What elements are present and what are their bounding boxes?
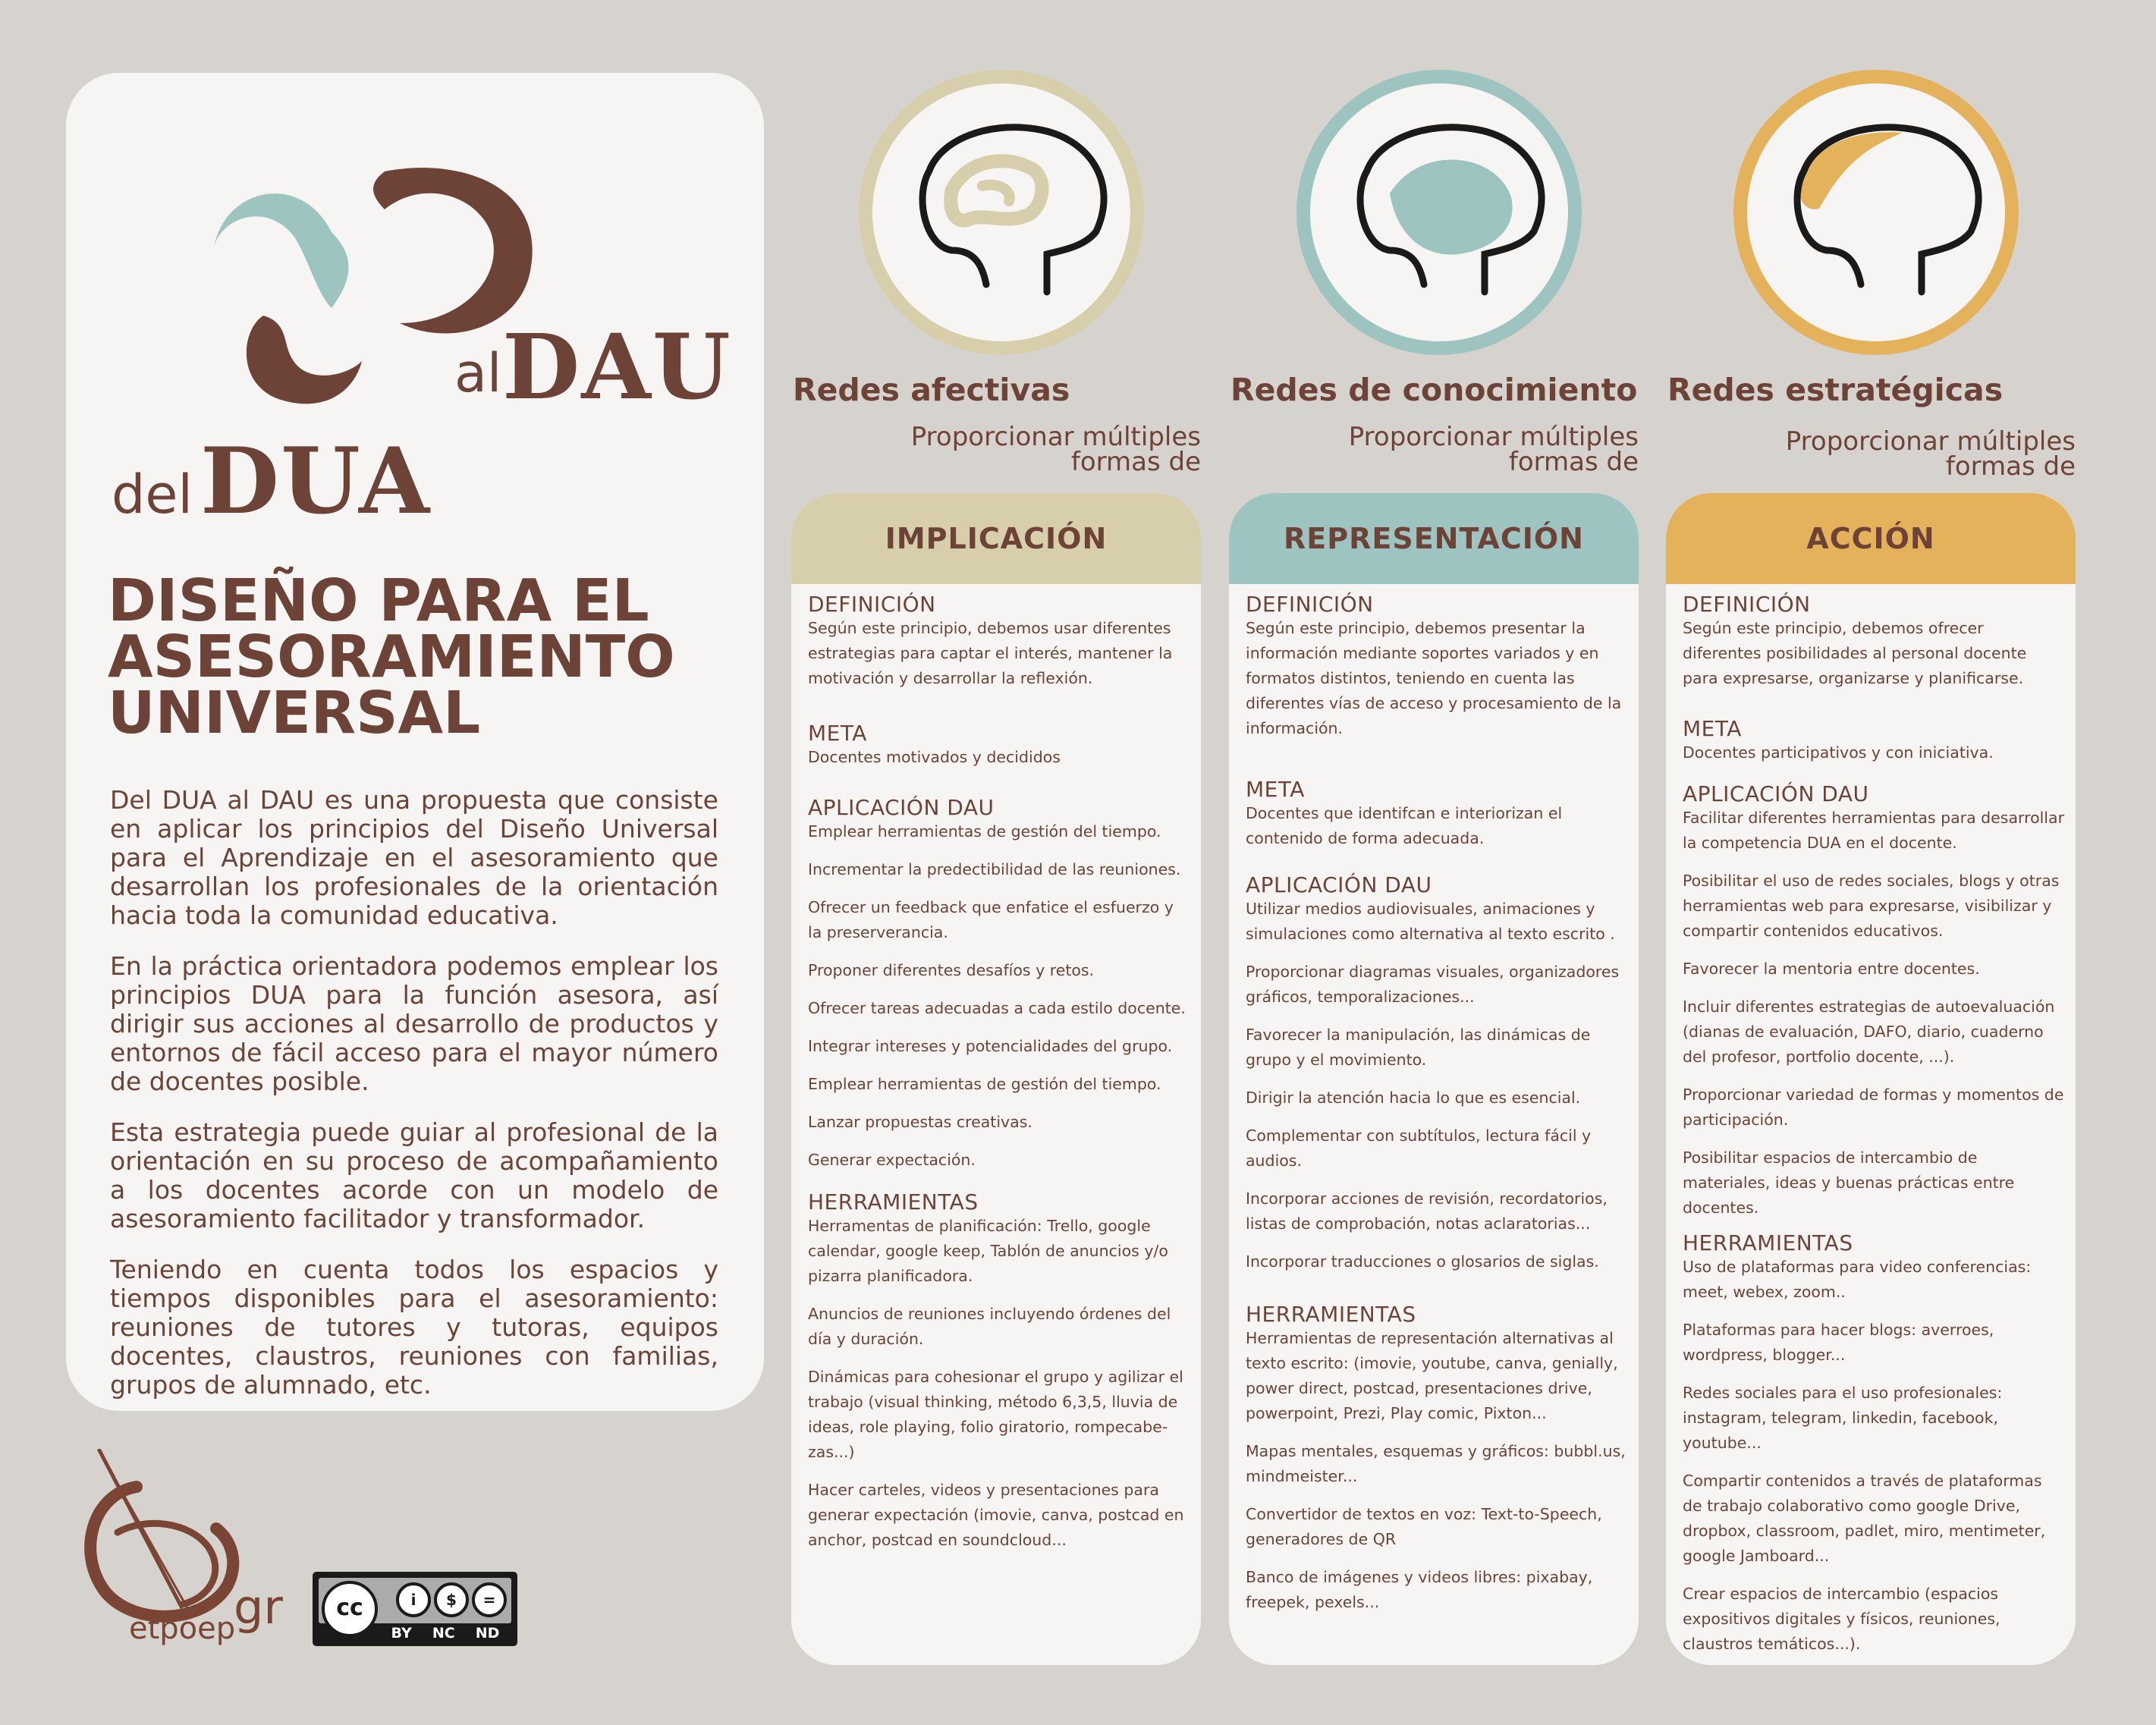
non-commercial-icon: $ bbox=[434, 1582, 469, 1617]
tools-section bbox=[1246, 1303, 1629, 1615]
network-subtitle bbox=[1757, 426, 2076, 482]
card-header: ACCIÓN bbox=[1666, 493, 2076, 584]
list-item: Emplear herramientas de gestión del tiempo. bbox=[808, 1075, 1161, 1093]
list-item: Plataformas para hacer blogs: averroes, wordpress, blogger... bbox=[1683, 1321, 1994, 1364]
logo-brown-dot bbox=[258, 325, 276, 344]
definition-label: DEFINICIÓN bbox=[1246, 592, 1374, 617]
no-derivatives-icon: = bbox=[472, 1582, 507, 1617]
column-accion bbox=[1666, 68, 2076, 1665]
definition-section bbox=[1683, 593, 2066, 691]
column-implicacion bbox=[791, 68, 1201, 1665]
definition-text: Según este principio, debemos ofrecer diferentes posibilidades al personal docente para expresarse, organizarse y planificarse. bbox=[1683, 619, 2027, 687]
attribution-icon: i bbox=[396, 1582, 431, 1617]
list-item: Compartir contenidos a través de plataformas de trabajo colaborativo como google Drive, dropbox, classroom, padlet, miro, mentimeter, google Jamboard... bbox=[1683, 1472, 2046, 1565]
list-item: Generar expectación. bbox=[808, 1151, 976, 1169]
principle-card bbox=[1229, 493, 1639, 1665]
card-header: REPRESENTACIÓN bbox=[1229, 493, 1639, 584]
tools-label: HERRAMIENTAS bbox=[808, 1189, 979, 1214]
list-item: Proponer diferentes desafíos y retos. bbox=[808, 961, 1095, 979]
logo-dua-text: DUA bbox=[200, 428, 432, 535]
list-item: Dinámicas para cohesionar el grupo y agilizar el trabajo (visual thinking, método 6,3,5, lluvia de ideas, role playing, folio giratorio, rompecabe-zas...) bbox=[808, 1368, 1183, 1461]
intro-text bbox=[110, 786, 718, 1422]
list-item: Posibilitar espacios de intercambio de materiales, ideas y buenas prácticas entre docentes. bbox=[1683, 1148, 2015, 1217]
subtitle-line-2: formas de bbox=[1070, 447, 1201, 477]
title-line-2: ASESORAMIENTO bbox=[108, 624, 675, 691]
list-item: Proporcionar diagramas visuales, organizadores gráficos, temporalizaciones... bbox=[1246, 963, 1620, 1006]
list-item: Convertidor de textos en voz: Text-to-Speech, generadores de QR bbox=[1246, 1505, 1602, 1548]
intro-paragraph: Esta estrategia puede guiar al profesional de la orientación en su proceso de acompañamiento a los docentes acorde con un modelo de asesoramiento facilitador y transformador. bbox=[110, 1117, 718, 1233]
logo-al-text: al bbox=[454, 342, 502, 404]
logo-del-text: del bbox=[112, 463, 193, 526]
list-item: Utilizar medios audiovisuales, animaciones y simulaciones como alternativa al texto escrito . bbox=[1246, 900, 1615, 943]
meta-section bbox=[1683, 718, 2066, 765]
subtitle-line-1: Proporcionar múltiples bbox=[1785, 426, 2076, 457]
list-item: Crear espacios de intercambio (espacios expositivos digitales y físicos, reuniones, claustros temáticos...). bbox=[1683, 1585, 2000, 1653]
network-title: Redes de conocimiento bbox=[1230, 372, 1638, 408]
cc-license-badge[interactable] bbox=[313, 1572, 517, 1646]
page-title bbox=[108, 567, 737, 747]
application-label: APLICACIÓN DAU bbox=[1683, 781, 1869, 806]
application-section bbox=[808, 797, 1191, 1173]
tools-label: HERRAMIENTAS bbox=[1246, 1302, 1416, 1327]
meta-section bbox=[1246, 778, 1629, 851]
cc-by-label: BY bbox=[391, 1625, 412, 1642]
meta-text: Docentes motivados y decididos bbox=[808, 748, 1061, 766]
definition-text: Según este principio, debemos usar diferentes estrategias para captar el interés, mantener la motivación y desarrollar la reflexión. bbox=[808, 619, 1173, 687]
application-label: APLICACIÓN DAU bbox=[1246, 872, 1432, 897]
title-line-3: UNIVERSAL bbox=[108, 680, 481, 747]
list-item: Incrementar la predectibilidad de las reuniones. bbox=[808, 860, 1181, 878]
list-item: Banco de imágenes y videos libres: pixabay, freepek, pexels... bbox=[1246, 1568, 1593, 1611]
title-line-1: DISEÑO PARA EL bbox=[108, 567, 649, 635]
intro-paragraph: En la práctica orientadora podemos emplear los principios DUA para la función asesora, así dirigir sus acciones al desarrollo de productos y entornos de fácil acceso para el mayor número de docentes posible. bbox=[110, 951, 718, 1096]
definition-label: DEFINICIÓN bbox=[1683, 592, 1811, 617]
etpoep-logo bbox=[76, 1449, 303, 1649]
etpoep-logo-mark bbox=[76, 1449, 303, 1646]
definition-text: Según este principio, debemos presentar la información mediante soportes variados y en formatos distintos, teniendo en cuenta las diferentes vías de acceso y procesamiento de la información. bbox=[1246, 619, 1622, 737]
list-item: Lanzar propuestas creativas. bbox=[808, 1113, 1032, 1131]
list-item: Facilitar diferentes herramientas para desarrollar la competencia DUA en el docente. bbox=[1683, 809, 2064, 852]
subtitle-line-2: formas de bbox=[1508, 447, 1639, 477]
meta-text: Docentes participativos y con iniciativa. bbox=[1683, 743, 1994, 762]
application-label: APLICACIÓN DAU bbox=[808, 795, 995, 820]
etpoep-gr-mark: gr bbox=[234, 1579, 283, 1635]
application-section bbox=[1246, 874, 1629, 1274]
list-item: Redes sociales para el uso profesionales: instagram, telegram, linkedin, facebook, youtube... bbox=[1683, 1384, 2003, 1452]
list-item: Incorporar acciones de revisión, recordatorios, listas de comprobación, notas aclaratorias... bbox=[1246, 1189, 1608, 1233]
network-title: Redes afectivas bbox=[793, 372, 1070, 408]
logo-brown-crescent-top bbox=[373, 168, 533, 333]
meta-label: META bbox=[1683, 716, 1742, 741]
intro-card bbox=[66, 73, 764, 1411]
brain-icon-knowledge bbox=[1291, 68, 1587, 364]
list-item: Favorecer la mentoria entre docentes. bbox=[1683, 960, 1980, 978]
list-item: Favorecer la manipulación, las dinámicas de grupo y el movimiento. bbox=[1246, 1026, 1591, 1069]
meta-label: META bbox=[1246, 777, 1305, 802]
list-item: Dirigir la atención hacia lo que es esencial. bbox=[1246, 1089, 1581, 1107]
subtitle-line-1: Proporcionar múltiples bbox=[910, 422, 1201, 452]
meta-label: META bbox=[808, 721, 867, 746]
etpoep-wordmark: etpoep bbox=[129, 1611, 236, 1646]
list-item: Proporcionar variedad de formas y momentos de participación. bbox=[1683, 1086, 2064, 1129]
tools-section bbox=[1683, 1232, 2066, 1657]
cc-nd-label: ND bbox=[475, 1625, 500, 1642]
subtitle-line-2: formas de bbox=[1945, 451, 2076, 482]
subtitle-line-1: Proporcionar múltiples bbox=[1348, 422, 1639, 452]
network-subtitle bbox=[1320, 422, 1639, 477]
meta-text: Docentes que identifcan e interiorizan el contenido de forma adecuada. bbox=[1246, 804, 1563, 847]
logo-teal-crescent bbox=[214, 193, 349, 308]
meta-section bbox=[808, 722, 1191, 770]
principle-card bbox=[791, 493, 1201, 1665]
network-subtitle bbox=[882, 422, 1201, 477]
list-item: Uso de plataformas para video conferencias: meet, webex, zoom.. bbox=[1683, 1258, 2032, 1301]
cc-icon: cc bbox=[322, 1581, 378, 1637]
definition-section bbox=[1246, 593, 1629, 741]
intro-paragraph: Del DUA al DAU es una propuesta que consiste en aplicar los principios del Diseño Universal para el Aprendizaje en el asesoramiento que desarrollan los profesionales de la orientación hacia toda la comunidad educativa. bbox=[110, 785, 718, 930]
brain-icon-affective bbox=[853, 68, 1149, 364]
list-item: Integrar intereses y potencialidades del grupo. bbox=[808, 1037, 1173, 1055]
list-item: Complementar con subtítulos, lectura fácil y audios. bbox=[1246, 1126, 1592, 1170]
list-item: Herramientas de representación alternativas al texto escrito: (imovie, youtube, canva, genially, power direct, postcad, presentaciones drive, powerpoint, Prezi, Play comic, Pixton... bbox=[1246, 1329, 1618, 1422]
list-item: Ofrecer un feedback que enfatice el esfuerzo y la preserverancia. bbox=[808, 898, 1174, 941]
principle-card bbox=[1666, 493, 2076, 1665]
intro-paragraph: Teniendo en cuenta todos los espacios y tiempos disponibles para el asesoramiento: reuniones de tutores y tutoras, equipos docentes, claustros, reuniones con familias, grupos de alumnado, etc. bbox=[110, 1255, 718, 1400]
tools-label: HERRAMIENTAS bbox=[1683, 1230, 1853, 1255]
brain-icon-strategic bbox=[1728, 68, 2024, 364]
definition-label: DEFINICIÓN bbox=[808, 592, 936, 617]
definition-section bbox=[808, 593, 1191, 691]
list-item: Hacer carteles, videos y presentaciones para generar expectación (imovie, canva, postcad en anchor, postcad en soundcloud... bbox=[808, 1481, 1184, 1549]
list-item: Herramentas de planificación: Trello, google calendar, google keep, Tablón de anuncios y/o pizarra planificadora. bbox=[808, 1217, 1168, 1285]
list-item: Mapas mentales, esquemas y gráficos: bubbl.us, mindmeister... bbox=[1246, 1442, 1626, 1485]
application-section bbox=[1683, 783, 2066, 1221]
list-item: Emplear herramientas de gestión del tiempo. bbox=[808, 822, 1161, 841]
list-item: Posibilitar el uso de redes sociales, blogs y otras herramientas web para expresarse, visibilizar y compartir contenidos educativos. bbox=[1683, 872, 2060, 940]
card-header: IMPLICACIÓN bbox=[791, 493, 1201, 584]
network-title: Redes estratégicas bbox=[1667, 372, 2004, 408]
list-item: Incluir diferentes estrategias de autoevaluación (dianas de evaluación, DAFO, diario, cuaderno del profesor, portfolio docente, ...). bbox=[1683, 998, 2055, 1066]
tools-section bbox=[808, 1191, 1191, 1553]
list-item: Ofrecer tareas adecuadas a cada estilo docente. bbox=[808, 999, 1186, 1017]
cc-nc-label: NC bbox=[432, 1625, 455, 1642]
list-item: Anuncios de reuniones incluyendo órdenes del día y duración. bbox=[808, 1305, 1171, 1348]
list-item: Incorporar traducciones o glosarios de siglas. bbox=[1246, 1252, 1599, 1271]
column-representacion bbox=[1229, 68, 1639, 1665]
logo-dau-text: DAU bbox=[502, 314, 732, 419]
